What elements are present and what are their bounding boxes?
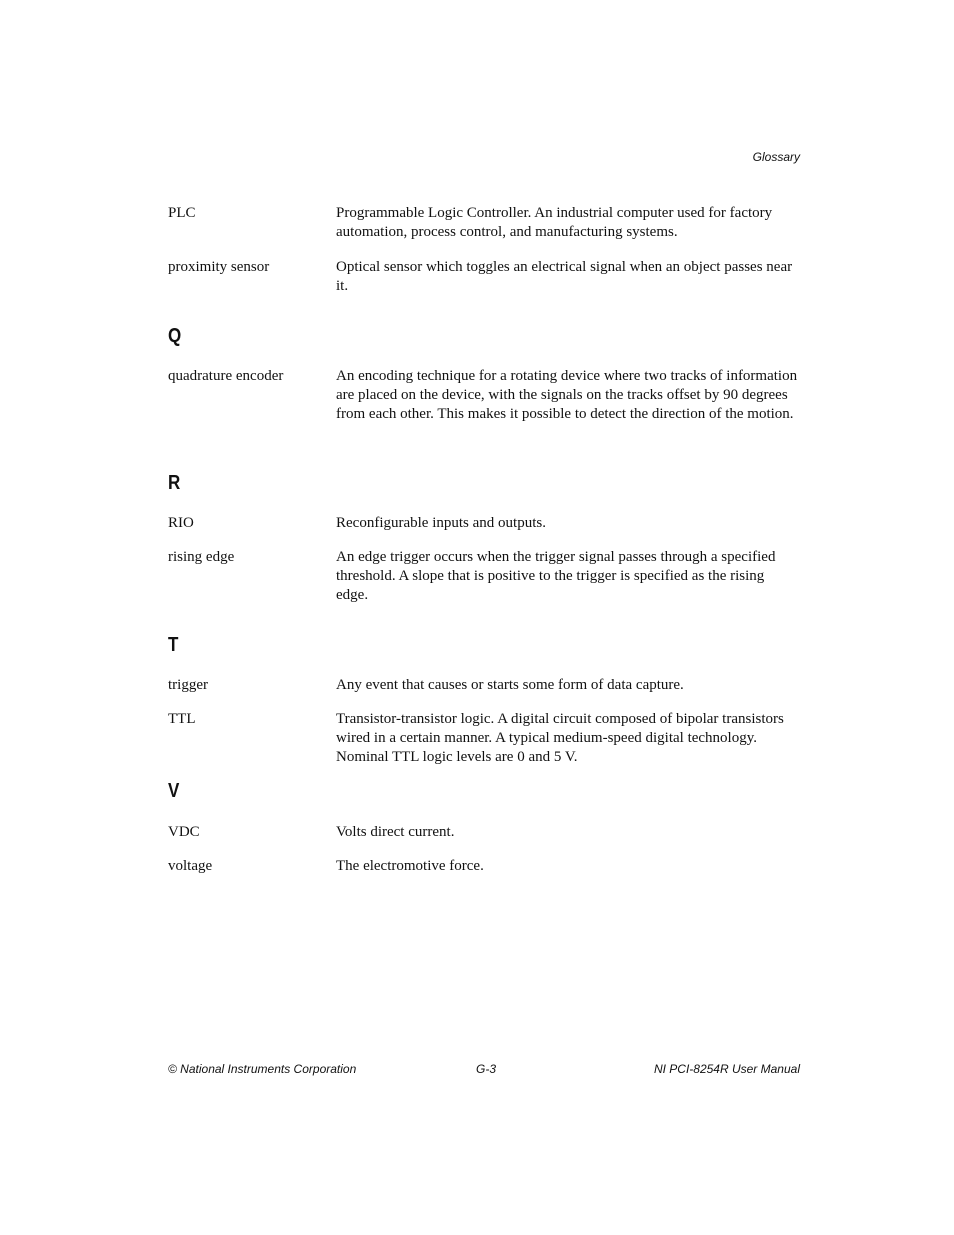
glossary-definition: An encoding technique for a rotating device where two tracks of information are placed on the device, with the signals on the tracks offset by 90 degrees from each other. This makes it possible to detect the direction of the motion. [336, 368, 798, 422]
glossary-entry [168, 857, 800, 876]
glossary-term: trigger [168, 677, 208, 693]
glossary-entry [168, 710, 800, 767]
glossary-definition: Volts direct current. [336, 824, 455, 840]
section-letter-v: V [168, 780, 180, 802]
glossary-definition: Transistor-transistor logic. A digital circuit composed of bipolar transistors wired in a certain manner. A typical medium-speed digital technology. Nominal TTL logic levels are 0 and 5 V. [336, 711, 784, 765]
glossary-term: quadrature encoder [168, 368, 284, 384]
footer-copyright: © National Instruments Corporation [168, 1062, 357, 1076]
glossary-term: RIO [168, 515, 194, 531]
glossary-term: proximity sensor [168, 259, 270, 275]
section-letter-r: R [168, 472, 181, 494]
glossary-definition: Any event that causes or starts some form of data capture. [336, 677, 684, 693]
glossary-definition: An edge trigger occurs when the trigger signal passes through a specified threshold. A slope that is positive to the trigger is specified as the rising edge. [336, 549, 776, 603]
section-letter-q: Q [168, 325, 182, 347]
glossary-entry [168, 823, 800, 842]
section-letter-t: T [168, 634, 179, 656]
glossary-term: rising edge [168, 549, 235, 565]
glossary-entry [168, 258, 800, 296]
glossary-entry [168, 367, 800, 424]
glossary-definition: The electromotive force. [336, 858, 484, 874]
footer-manual-title: NI PCI-8254R User Manual [653, 1062, 800, 1076]
glossary-term: VDC [168, 824, 200, 840]
running-header: Glossary [752, 150, 800, 164]
glossary-term: TTL [168, 711, 196, 727]
glossary-definition: Reconfigurable inputs and outputs. [336, 515, 546, 531]
glossary-term: PLC [168, 205, 196, 221]
glossary-entry [168, 676, 800, 695]
glossary-entry [168, 548, 800, 605]
glossary-entry [168, 514, 800, 533]
footer-page-number: G-3 [476, 1062, 497, 1076]
glossary-definition: Optical sensor which toggles an electrical signal when an object passes near it. [336, 259, 793, 294]
glossary-term: voltage [168, 858, 213, 874]
glossary-definition: Programmable Logic Controller. An industrial computer used for factory automation, process control, and manufacturing systems. [336, 205, 773, 240]
glossary-entry [168, 204, 800, 242]
